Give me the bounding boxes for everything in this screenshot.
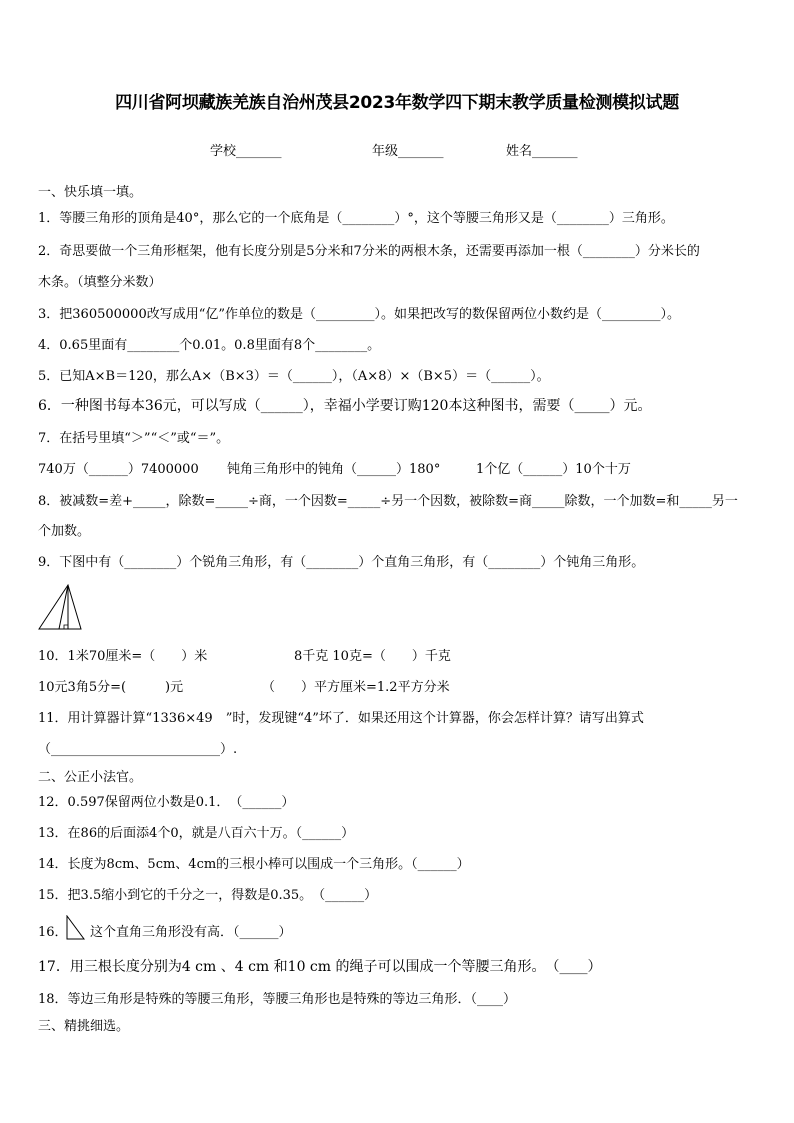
question-10-item-b: 8千克 10克=（ ）千克 bbox=[294, 649, 451, 664]
question-16-text: 这个直角三角形没有高．（______） bbox=[90, 925, 292, 940]
question-7-item-b: 钝角三角形中的钝角（______）180° bbox=[227, 462, 441, 477]
page-title: 四川省阿坝藏族羌族自治州茂县2023年数学四下期末教学质量检测模拟试题 bbox=[115, 93, 679, 113]
question-7-item-a: 740万（______）7400000 bbox=[38, 462, 199, 477]
section-3-heading: 三、精挑细选。 bbox=[38, 1019, 130, 1034]
question-15: 15．把3.5缩小到它的千分之一，得数是0.35。 （______） bbox=[38, 888, 378, 903]
section-2-heading: 二、公正小法官。 bbox=[38, 770, 143, 785]
question-18: 18．等边三角形是特殊的等腰三角形，等腰三角形也是特殊的等边三角形．（____） bbox=[38, 992, 517, 1007]
question-16-number: 16． bbox=[38, 925, 68, 940]
question-11-line-1: 11．用计算器计算“1336×49 ”时，发现键“4”坏了．如果还用这个计算器，你会怎样计算？请写出算式 bbox=[38, 711, 644, 726]
question-6: 6．一种图书每本36元，可以写成（______），幸福小学要订购120本这种图书，需要（_____）元。 bbox=[38, 398, 652, 414]
question-17: 17．用三根长度分别为4 cm 、4 cm 和10 cm 的绳子可以围成一个等腰三角形。 （____） bbox=[38, 959, 602, 975]
question-11-line-2: （__________________________）. bbox=[38, 742, 238, 757]
name-field: 姓名_______ bbox=[506, 144, 578, 159]
question-8-line-2: 个加数。 bbox=[38, 524, 91, 539]
question-9: 9．下图中有（________）个锐角三角形，有（________）个直角三角形，有（________）个钝角三角形。 bbox=[38, 555, 645, 570]
question-7-item-c: 1个亿（______）10个十万 bbox=[476, 462, 631, 477]
question-7: 7．在括号里填“＞”“＜”或“＝”。 bbox=[38, 431, 230, 446]
question-13: 13．在86的后面添4个0，就是八百六十万。（______） bbox=[38, 826, 355, 841]
triangle-figure bbox=[38, 583, 82, 631]
question-10-item-a: 10．1米70厘米=（ ）米 bbox=[38, 649, 208, 664]
question-14: 14．长度为8cm、5cm、4cm的三根小棒可以围成一个三角形。（______） bbox=[38, 857, 470, 872]
question-5: 5．已知A×B＝120，那么A×（B×3）＝（______），（A×8）×（B×5）＝（______）。 bbox=[38, 369, 550, 384]
question-3: 3．把360500000改写成用“亿”作单位的数是（_________）。如果把改写的数保留两位小数约是（_________）。 bbox=[38, 307, 681, 322]
question-2-line-1: 2．奇思要做一个三角形框架，他有长度分别是5分米和7分米的两根木条，还需要再添加一根（________）分米长的 bbox=[38, 244, 700, 259]
question-8-line-1: 8．被减数=差+_____，除数=_____÷商，一个因数=_____÷另一个因数，被除数=商_____除数，一个加数=和_____另一 bbox=[38, 494, 738, 509]
question-2-line-2: 木条。（填整分米数） bbox=[38, 275, 162, 290]
school-field: 学校_______ bbox=[210, 144, 282, 159]
question-10-item-d: （ ）平方厘米=1.2平方分米 bbox=[262, 680, 450, 695]
question-1: 1．等腰三角形的顶角是40°，那么它的一个底角是（________）°，这个等腰三角形又是（________）三角形。 bbox=[38, 211, 674, 226]
section-1-heading: 一、快乐填一填。 bbox=[38, 185, 143, 200]
grade-field: 年级_______ bbox=[372, 144, 444, 159]
question-12: 12．0.597保留两位小数是0.1． （______） bbox=[38, 795, 295, 810]
question-4: 4．0.65里面有________个0.01。0.8里面有8个________。 bbox=[38, 338, 381, 353]
question-10-item-c: 10元3角5分=( )元 bbox=[38, 680, 184, 695]
right-triangle-figure bbox=[66, 915, 86, 941]
